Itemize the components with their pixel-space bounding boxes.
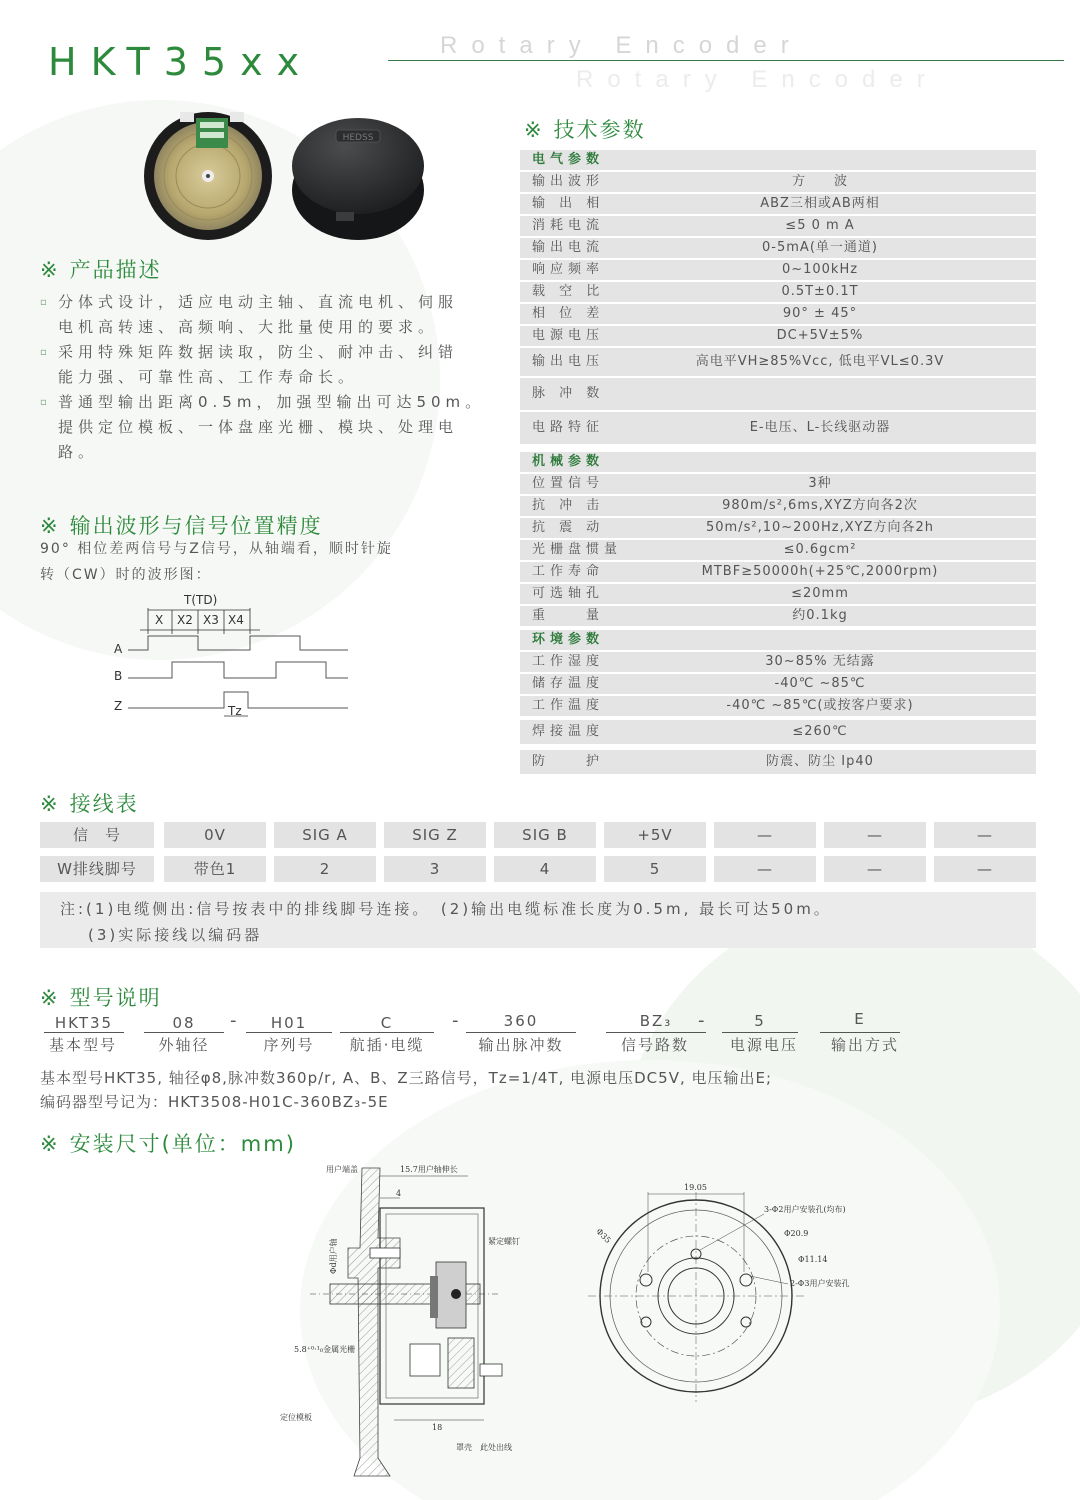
page-title: HKT35xx xyxy=(48,40,314,84)
wiring-pin-cell: W排线脚号 xyxy=(40,856,154,882)
label-cable-exit: 此处出线 xyxy=(480,1443,512,1452)
spec-row: 输出波形 方 波 xyxy=(520,172,1036,192)
wiring-header-cell: +5V xyxy=(604,822,706,848)
spec-row: 脉 冲 数 xyxy=(520,378,1036,410)
spec-section-electrical: 电气参数 xyxy=(520,150,1036,170)
spec-row: 重 量 约0.1kg xyxy=(520,606,1036,626)
signal-a-label: A xyxy=(114,642,123,656)
spec-row: 储存温度 -40℃ ~85℃ xyxy=(520,674,1036,694)
model-dash: - xyxy=(452,1010,459,1031)
period-label: T(TD) xyxy=(184,593,218,607)
model-code: 360 xyxy=(503,1012,539,1030)
model-underline xyxy=(144,1032,224,1033)
label-user-shaft: Φd用户轴 xyxy=(329,1238,338,1274)
wiring-pin-cell: 带色1 xyxy=(164,856,266,882)
label-phi-209: Φ20.9 xyxy=(784,1229,809,1238)
label-metal-grating: 5.8⁺⁰·¹₀金属光栅 xyxy=(294,1345,356,1354)
label-dim-4: 4 xyxy=(396,1189,402,1198)
wiring-pin-cell: 2 xyxy=(274,856,376,882)
spec-row: 载 空 比 0.5T±0.1T xyxy=(520,282,1036,302)
wiring-header-cell: 信 号 xyxy=(40,822,154,848)
label-dim-1905: 19.05 xyxy=(684,1183,707,1192)
waveform-heading: ※ 输出波形与信号位置精度 xyxy=(40,514,323,538)
waveform-diagram xyxy=(100,588,360,728)
label-shaft-length: 15.7用户轴伸长 xyxy=(400,1165,458,1174)
model-underline xyxy=(44,1032,124,1033)
spec-row: 可选轴孔 ≤20mm xyxy=(520,584,1036,604)
spec-row: 消耗电流 ≤5 0 m A xyxy=(520,216,1036,236)
spec-row: 防 护 防震、防尘 Ip40 xyxy=(520,750,1036,774)
model-code: 08 xyxy=(172,1014,196,1032)
wiring-note: 注:(1)电缆侧出:信号按表中的排线脚号连接。 (2)输出电缆标准长度为0.5m, 最长可达50m。 (3)实际接线以编码器 xyxy=(40,892,1036,948)
spec-section-mechanical: 机械参数 xyxy=(520,452,1036,472)
model-label: 序列号 xyxy=(263,1036,315,1054)
wiring-pin-cell: — xyxy=(934,856,1036,882)
wiring-pin-cell: — xyxy=(824,856,926,882)
label-hole-3x2: 3-Φ2用户安装孔(均布) xyxy=(764,1205,846,1214)
model-code: HKT35 xyxy=(54,1014,114,1032)
wiring-header-cell: — xyxy=(824,822,926,848)
header-divider xyxy=(388,60,1064,61)
x2-label: X2 xyxy=(177,613,193,627)
spec-row: 位置信号 3种 xyxy=(520,474,1036,494)
front-view-drawing xyxy=(588,1172,878,1422)
spec-row: 抗 震 动 50m/s²,10~200Hz,XYZ方向各2h xyxy=(520,518,1036,538)
encoder-cover-image xyxy=(292,118,424,240)
product-desc-heading: ※ 产品描述 xyxy=(40,258,162,282)
signal-z-label: Z xyxy=(114,699,123,713)
model-label: 信号路数 xyxy=(620,1036,689,1054)
spec-section-environment: 环境参数 xyxy=(520,630,1036,650)
spec-row: 焊接温度 ≤260℃ xyxy=(520,720,1036,744)
model-code: H01 xyxy=(270,1014,308,1032)
tz-label: Tz xyxy=(228,704,242,718)
model-underline xyxy=(722,1032,798,1033)
waveform-desc: 90° 相位差两信号与Z信号，从轴端看，顺时针旋 转（CW）时的波形图： xyxy=(40,541,393,583)
model-code: BZ₃ xyxy=(639,1012,673,1030)
spec-row: 电路特征 E-电压、L-长线驱动器 xyxy=(520,412,1036,444)
model-label: 基本型号 xyxy=(48,1036,117,1054)
cover-logo: HEDSS xyxy=(342,133,374,143)
spec-row: 输出电压 高电平VH≥85%Vcc, 低电平VL≤0.3V xyxy=(520,348,1036,376)
page-subtitle: Rotary Encoder xyxy=(440,32,803,59)
model-underline xyxy=(820,1032,900,1033)
wiring-header-cell: — xyxy=(934,822,1036,848)
label-set-screw: 紧定螺钉 xyxy=(488,1237,520,1246)
spec-row: 相 位 差 90° ± 45° xyxy=(520,304,1036,324)
label-phi-35: Φ35 xyxy=(594,1226,613,1246)
spec-row: 电源电压 DC+5V±5% xyxy=(520,326,1036,346)
spec-row: 光栅盘惯量 ≤0.6gcm² xyxy=(520,540,1036,560)
model-example: 基本型号HKT35, 轴径φ8,脉冲数360p/r, A、B、Z三路信号，Tz=1/4T, 电源电压DC5V, 电压输出E; 编码器型号记为：HKT3508-H01C-360BZ₃-5E xyxy=(40,1069,773,1111)
model-underline xyxy=(606,1032,706,1033)
model-label: 输出脉冲数 xyxy=(478,1036,564,1054)
wiring-pin-cell: 5 xyxy=(604,856,706,882)
spec-row: 输 出 相 ABZ三相或AB两相 xyxy=(520,194,1036,214)
desc-item: ▫ 采用特殊矩阵数据读取，防尘、耐冲击、纠错 能力强、可靠性高、工作寿命长。 xyxy=(40,340,500,390)
dimensions-heading: ※ 安装尺寸(单位：mm) xyxy=(40,1132,296,1156)
wiring-header-cell: SIG A xyxy=(274,822,376,848)
label-hole-2x3: 2-Φ3用户安装孔 xyxy=(790,1279,850,1288)
desc-item: ▫ 分体式设计，适应电动主轴、直流电机、伺服 电机高转速、高频响、大批量使用的要求。 xyxy=(40,290,500,340)
wiring-header-cell: SIG Z xyxy=(384,822,486,848)
spec-row: 工作温度 -40℃ ~85℃(或按客户要求) xyxy=(520,696,1036,716)
model-label: 外轴径 xyxy=(158,1036,210,1054)
desc-item: ▫ 普通型输出距离0.5m，加强型输出可达50m。 提供定位模板、一体盘座光栅、模块、处理电 路。 xyxy=(40,390,500,465)
wiring-pin-cell: — xyxy=(714,856,816,882)
wiring-heading: ※ 接线表 xyxy=(40,792,139,816)
label-dim-18: 18 xyxy=(432,1423,443,1432)
wiring-header-cell: 0V xyxy=(164,822,266,848)
label-positioning-template: 定位模板 xyxy=(280,1413,312,1422)
wiring-header-cell: SIG B xyxy=(494,822,596,848)
label-user-end-cover: 用户端盖 xyxy=(326,1165,358,1174)
spec-row: 输出电流 0-5mA(单一通道) xyxy=(520,238,1036,258)
bullet-icon: ▫ xyxy=(40,347,52,358)
wiring-pin-cell: 4 xyxy=(494,856,596,882)
model-underline xyxy=(246,1032,332,1033)
spec-row: 工作寿命 MTBF≥50000h(+25℃,2000rpm) xyxy=(520,562,1036,582)
wiring-header-cell: — xyxy=(714,822,816,848)
label-phi-1114: Φ11.14 xyxy=(798,1255,828,1264)
model-label: 电源电压 xyxy=(729,1036,798,1054)
model-code: 5 xyxy=(754,1012,766,1030)
model-code: E xyxy=(854,1010,866,1028)
bullet-icon: ▫ xyxy=(40,297,52,308)
x-label: X xyxy=(155,613,164,627)
spec-row: 工作湿度 30~85% 无结露 xyxy=(520,652,1036,672)
model-dash: - xyxy=(230,1010,237,1031)
tech-heading: ※ 技术参数 xyxy=(524,118,646,142)
x4-label: X4 xyxy=(228,613,244,627)
model-underline xyxy=(340,1032,434,1033)
signal-b-label: B xyxy=(114,669,123,683)
encoder-open-image xyxy=(144,112,272,240)
model-heading: ※ 型号说明 xyxy=(40,986,162,1010)
page-subtitle-shadow: Rotary Encoder xyxy=(576,66,939,93)
bullet-icon: ▫ xyxy=(40,397,52,408)
spec-row: 响应频率 0~100kHz xyxy=(520,260,1036,280)
model-code: C xyxy=(380,1014,394,1032)
x3-label: X3 xyxy=(203,613,219,627)
spec-table xyxy=(520,150,1036,776)
model-underline xyxy=(466,1032,576,1033)
model-label: 输出方式 xyxy=(830,1036,899,1054)
model-label: 航插·电缆 xyxy=(349,1036,425,1054)
product-photo xyxy=(140,108,430,258)
spec-row: 抗 冲 击 980m/s²,6ms,XYZ方向各2次 xyxy=(520,496,1036,516)
model-dash: - xyxy=(698,1010,705,1031)
section-drawing xyxy=(270,1158,560,1480)
label-cover: 罩壳 xyxy=(456,1443,472,1452)
wiring-pin-cell: 3 xyxy=(384,856,486,882)
